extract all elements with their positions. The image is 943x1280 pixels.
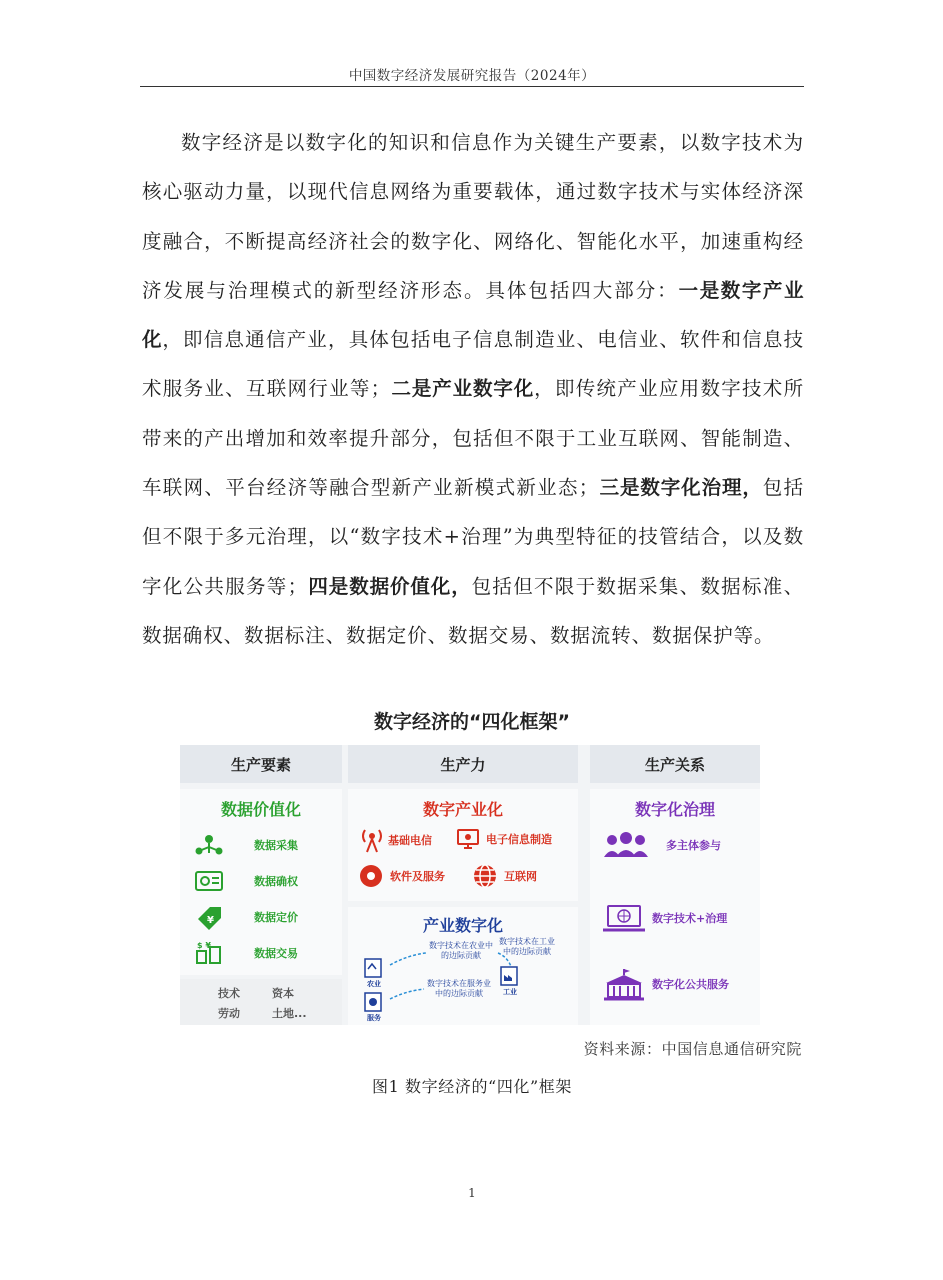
panel-title-digital-industrialization: 数字产业化 [422,800,503,819]
price-tag-icon [194,903,224,931]
bold-industrial-digitalization: 二是产业数字化 [391,377,535,401]
agriculture-doc-icon [362,957,386,979]
bold-digital-industrialization: 一是数字产业化 [142,278,804,352]
laptop-globe-icon [602,903,646,933]
main-paragraph [142,118,804,660]
certificate-icon [194,867,224,895]
factor-technology: 技术 [218,987,240,1000]
sector-services: 服务 [362,991,386,1023]
bold-digital-governance: 三是数字化治理， [599,476,763,500]
item-internet: 互联网 [472,863,537,889]
services-doc-icon [362,991,386,1013]
factor-labor: 劳动 [218,1007,240,1020]
item-basic-telecom: 基础电信 [360,827,432,853]
item-data-pricing: ¥ 数据定价 [194,903,298,931]
text-part1: ，即信息通信产业，具体包括电子信息制造业、电信业、软件和信息技术服务业、互联网行业等； [142,328,804,401]
panel-traditional-factors [180,979,342,1025]
panel-data-valorization [180,789,342,975]
running-header: 中国数字经济发展研究报告（2024年） [348,68,596,84]
people-network-icon [194,831,224,859]
panel-digital-governance [590,789,760,1025]
svg-text:$ ¥: $ ¥ [197,941,211,950]
column-productivity [348,745,578,1025]
item-tech-governance: 数字技术+治理 [602,903,727,933]
exchange-icon [194,939,224,967]
svg-text:¥: ¥ [207,915,214,926]
item-data-collection: 数据采集 [194,831,298,859]
body-text [142,118,804,660]
panel-title-digital-governance: 数字化治理 [634,800,715,819]
column-header-factors: 生产要素 [180,745,342,783]
figure-title: 数字经济的“四化框架” [374,711,570,733]
text-part3: 包括但不限于多元治理，以“数字技术+治理”为典型特征的技管结合，以及数字化公共服务等； [142,476,804,598]
text-part2: ，即传统产业应用数字技术所带来的产出增加和效率提升部分，包括但不限于工业互联网、智能制造、车联网、平台经济等融合型新产业新模式新业态； [142,377,804,500]
column-header-productivity: 生产力 [348,745,578,783]
contribution-services: 数字技术在服务业中的边际贡献 [427,979,491,998]
sector-industry: 工业 [498,965,522,997]
column-production-relations [590,745,760,1025]
sector-agriculture: 农业 [362,957,386,989]
header-rule [140,86,804,87]
item-multi-stakeholder: 多主体参与 [602,831,721,859]
software-gear-icon [358,863,384,889]
item-electronics-manufacturing: 电子信息制造 [456,827,552,851]
factor-capital: 资本 [272,987,294,1000]
panel-title-industrial-digitalization: 产业数字化 [422,916,503,935]
panel-title-data-valorization: 数据价值化 [220,800,301,819]
panel-industrial-digitalization [348,907,578,1025]
page-number: 1 [468,1186,476,1200]
public-building-icon [602,967,646,1001]
column-production-factors [180,745,342,1025]
globe-icon [472,863,498,889]
figure-caption: 图1 数字经济的“四化”框架 [371,1077,573,1096]
contribution-agriculture: 数字技术在农业中的边际贡献 [429,941,493,960]
computer-gear-icon [456,827,482,851]
factor-land: 土地... [272,1007,307,1020]
bold-data-valorization: 四是数据价值化， [308,574,472,598]
item-data-trading: $ ¥ 数据交易 [194,939,298,967]
signal-tower-icon [360,827,384,853]
item-public-services: 数字化公共服务 [602,967,729,1001]
contribution-industry: 数字技术在工业中的边际贡献 [499,937,555,956]
item-software-services: 软件及服务 [358,863,445,889]
text-part4: 包括但不限于数据采集、数据标准、数据确权、数据标注、数据定价、数据交易、数据流转、数据保护等。 [142,574,804,647]
text-intro: 数字经济是以数字化的知识和信息作为关键生产要素，以数字技术为核心驱动力量，以现代信息网络为重要载体，通过数字技术与实体经济深度融合，不断提高经济社会的数字化、网络化、智能化水平，加速重构经济发展与治理模式的新型经济形态。具体包括四大部分： [142,131,804,302]
figure-source: 资料来源：中国信息通信研究院 [583,1040,802,1058]
group-people-icon [602,831,650,859]
four-modernizations-figure [180,745,760,1025]
column-header-relations: 生产关系 [590,745,760,783]
item-data-rights: 数据确权 [194,867,298,895]
panel-digital-industrialization [348,789,578,901]
industry-doc-icon [498,965,522,987]
